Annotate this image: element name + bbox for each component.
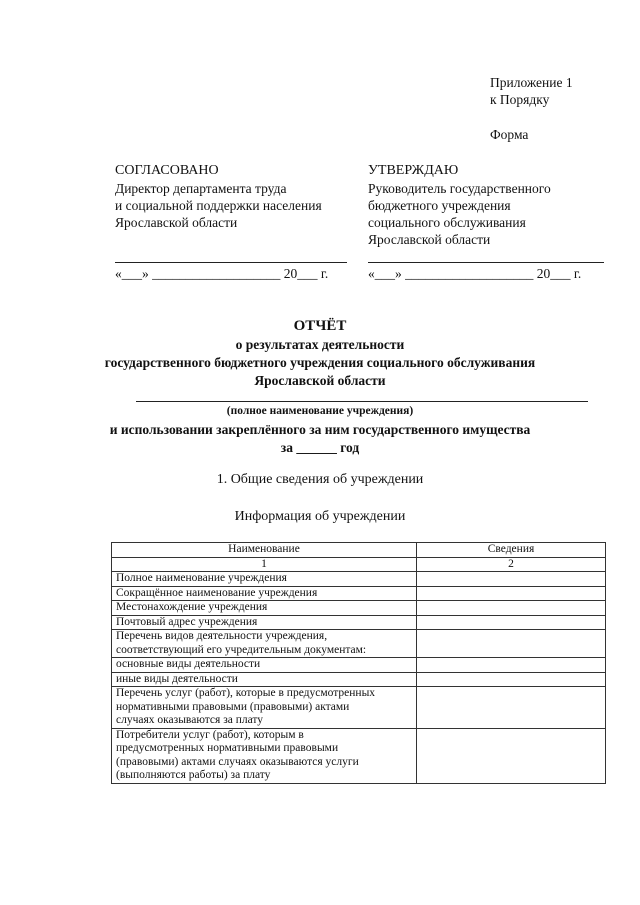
row-value-cell[interactable] [417, 615, 606, 630]
report-line-5: за ______ год [280, 440, 360, 455]
table-row [112, 658, 606, 673]
table-row [112, 728, 606, 783]
appendix-line-1: Приложение 1 [490, 75, 573, 90]
approved-line-1: Руководитель государственного [368, 181, 551, 196]
column-number-2: 2 [417, 557, 606, 572]
approved-date: «___» ___________________ 20___ г. [368, 266, 582, 281]
table-row [112, 601, 606, 616]
row-label [112, 615, 417, 630]
report-line-4: и использовании закреплённого за ним государственного имущества [109, 422, 531, 437]
row-label [112, 572, 417, 587]
approved-title: УТВЕРЖДАЮ [368, 163, 459, 178]
form-label: Форма [490, 127, 529, 142]
report-line-2: государственного бюджетного учреждения социального обслуживания [104, 355, 536, 370]
row-label-line: случаях оказываются за плату [116, 714, 264, 726]
row-label-line: Перечень услуг (работ), которые в предусмотренных [116, 687, 376, 699]
row-label [112, 672, 417, 687]
column-number-1: 1 [112, 557, 417, 572]
table-number-row [112, 557, 606, 572]
row-value-cell[interactable] [417, 658, 606, 673]
header-details: Сведения [417, 543, 606, 558]
row-label-line: Потребители услуг (работ), которым в [116, 728, 304, 741]
agreed-signature-line [115, 262, 347, 263]
section-subheading: Информация об учреждении [234, 509, 406, 524]
row-label-line: соответствующий его учредительным документам: [116, 643, 367, 656]
report-line-3: Ярославской области [254, 373, 386, 388]
table-header-row [112, 543, 606, 558]
row-label [112, 687, 417, 729]
agreed-line-1: Директор департамента труда [115, 181, 287, 196]
row-label-line: предусмотренных нормативными правовыми [116, 742, 339, 754]
row-value-cell[interactable] [417, 728, 606, 783]
report-title-block [0, 316, 640, 390]
section-heading: 1. Общие сведения об учреждении [216, 472, 424, 487]
row-label-line: Перечень видов деятельности учреждения, [116, 630, 328, 642]
row-label-line: (выполняются работы) за плату [116, 769, 271, 781]
approved-block [368, 162, 608, 248]
agreed-block [115, 162, 363, 231]
row-value-cell[interactable] [417, 630, 606, 658]
table-row [112, 615, 606, 630]
row-label [112, 728, 417, 783]
table-row [112, 687, 606, 729]
approved-line-2: бюджетного учреждения [368, 198, 511, 213]
report-title: ОТЧЁТ [293, 318, 347, 334]
row-label-line: основные виды деятельности [116, 658, 261, 670]
table-row [112, 672, 606, 687]
appendix-line-2: к Порядку [490, 92, 550, 107]
row-value-cell[interactable] [417, 687, 606, 729]
row-label-line: (правовыми) актами случаях оказываются услуги [116, 755, 359, 768]
header-name: Наименование [112, 543, 417, 558]
institution-info-table [111, 542, 606, 784]
table-row [112, 630, 606, 658]
row-label-line: Полное наименование учреждения [116, 572, 287, 584]
row-label-line: Почтовый адрес учреждения [116, 615, 258, 628]
row-label-line: Сокращённое наименование учреждения [116, 586, 318, 599]
approved-signature-line [368, 262, 604, 263]
approved-line-4: Ярославской области [368, 232, 491, 247]
appendix-block [490, 74, 573, 143]
row-label-line: нормативными правовыми (правовыми) актами [116, 700, 350, 713]
report-line-1: о результатах деятельности [235, 337, 405, 352]
agreed-line-2: и социальной поддержки населения [115, 198, 322, 213]
agreed-title: СОГЛАСОВАНО [115, 163, 219, 178]
row-value-cell[interactable] [417, 572, 606, 587]
agreed-line-3: Ярославской области [115, 215, 238, 230]
row-label [112, 630, 417, 658]
table-row [112, 586, 606, 601]
agreed-date: «___» ___________________ 20___ г. [115, 266, 329, 281]
row-label-line: иные виды деятельности [116, 672, 238, 685]
row-value-cell[interactable] [417, 601, 606, 616]
row-label [112, 658, 417, 673]
row-value-cell[interactable] [417, 586, 606, 601]
row-label [112, 601, 417, 616]
institution-name-line [136, 401, 588, 402]
table-row [112, 572, 606, 587]
approved-line-3: социального обслуживания [368, 215, 526, 230]
row-label [112, 586, 417, 601]
institution-name-caption: (полное наименование учреждения) [226, 405, 414, 417]
row-label-line: Местонахождение учреждения [116, 601, 268, 613]
row-value-cell[interactable] [417, 672, 606, 687]
